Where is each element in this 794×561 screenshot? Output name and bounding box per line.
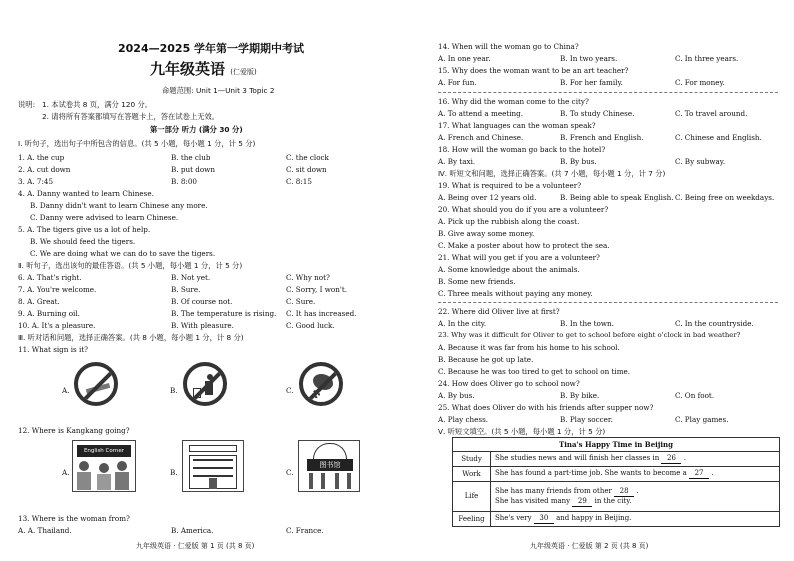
q13-b: B. America. [171,526,214,535]
q5-b: B. We should feed the tigers. [30,237,136,246]
no-littering-sign-icon [183,362,227,406]
q25-question: 25. What does Oliver do with his friends after supper now? [438,403,654,412]
q3-a: 3. A. 7:45 [18,177,54,186]
q21-question: 21. What will you get if you are a volunteer? [438,253,600,262]
q7-b: B. Sure. [171,285,201,294]
q20-c: C. Make a poster about how to protect the sea. [438,241,610,250]
q14-question: 14. When will the woman go to China? [438,42,579,51]
fill-in-table [452,437,780,527]
no-smoking-sign-icon [74,362,118,406]
q11-question: 11. What sign is it? [18,345,89,354]
q2-b: B. put down [171,165,215,174]
q16-b: B. To study Chinese. [560,109,635,118]
q19-a: A. Being over 12 years old. [438,193,537,202]
q21-b: B. Some new friends. [438,277,516,286]
section-2-heading: Ⅱ. 听句子，选出该句的最佳答语。(共 5 小题，每小题 1 分，计 5 分) [18,261,243,270]
q10-c: C. Good luck. [286,321,335,330]
q12-option-a-label: A. [62,468,70,477]
q24-b: B. By bike. [560,391,600,400]
q22-b: B. In the town. [560,319,614,328]
q3-c: C. 8:15 [286,177,312,186]
q10-a: 10. A. It's a pleasure. [18,321,96,330]
q20-b: B. Give away some money. [438,229,535,238]
q22-a: A. In the city. [438,319,487,328]
q18-b: B. By bus. [560,157,597,166]
q20-a: A. Pick up the rubbish along the coast. [438,217,580,226]
q9-b: B. The temperature is rising. [171,309,277,318]
part-one-title: 第一部分 听力 (满分 30 分) [150,125,243,134]
table-row [453,467,780,482]
q20-question: 20. What should you do if you are a volunteer? [438,205,609,214]
bookstore-picture [182,440,244,492]
q10-b: B. With pleasure. [171,321,234,330]
q4-a: 4. A. Danny wanted to learn Chinese. [18,189,154,198]
q23-c: C. Because he was too tired to get to school on time. [438,367,631,376]
table-row [453,452,780,467]
q12-option-b-label: B. [170,468,178,477]
q19-c: C. Being free on weekdays. [675,193,775,202]
no-picking-flowers-sign-icon [299,362,343,406]
q7-c: C. Sorry, I won't. [286,285,347,294]
q7-a: 7. A. You're welcome. [18,285,97,294]
q21-a: A. Some knowledge about the animals. [438,265,580,274]
q4-c: C. Danny were advised to learn Chinese. [30,213,179,222]
feeling-label: Feeling [453,512,491,527]
library-picture: 图书馆 [298,440,360,492]
q24-c: C. On foot. [675,391,715,400]
q6-b: B. Not yet. [171,273,211,282]
q11-option-c-label: C. [286,386,294,395]
q17-question: 17. What languages can the woman speak? [438,121,596,130]
q13-question: 13. Where is the woman from? [18,514,130,523]
q6-c: C. Why not? [286,273,330,282]
note-2: 2. 请将所有答案都填写在答题卡上，答在试卷上无效。 [42,112,220,121]
blank-27[interactable]: 27 [689,469,709,479]
q23-question: 23. Why was it difficult for Oliver to get to school before eight o'clock in bad weather? [438,331,741,339]
blank-28[interactable]: 28 [614,487,634,497]
exam-scope: 命题范围: Unit 1—Unit 3 Topic 2 [162,86,275,95]
q4-b: B. Danny didn't want to learn Chinese any more. [30,201,208,210]
q23-b: B. Because he got up late. [438,355,534,364]
q15-a: A. For fun. [438,78,477,87]
q15-c: C. For money. [675,78,725,87]
subject-title: 九年级英语 (仁爱版) [150,60,257,78]
q12-option-c-label: C. [286,468,294,477]
q21-c: C. Three meals without paying any money. [438,289,593,298]
q11-option-b-label: B. [170,386,178,395]
q17-a: A. French and Chinese. [438,133,524,142]
q17-c: C. Chinese and English. [675,133,762,142]
left-page-footer: 九年级英语 · 仁爱版 第 1 页 (共 8 页) [136,542,255,550]
table-row [453,482,780,512]
study-cell: She studies news and will finish her classes in 26 . [491,452,780,467]
section-4-heading: Ⅳ. 听短文和问题，选择正确答案。(共 7 小题，每小题 1 分，计 7 分) [438,169,666,178]
q25-b: B. Play soccer. [560,415,613,424]
life-cell: She has many friends from other 28 . She has visited many 29 in the city. [491,482,780,512]
q18-question: 18. How will the woman go back to the hotel? [438,145,606,154]
blank-29[interactable]: 29 [572,497,592,507]
q3-b: B. 8:00 [171,177,197,186]
q1-c: C. the clock [286,153,329,162]
q19-b: B. Being able to speak English. [560,193,674,202]
q18-a: A. By taxi. [438,157,476,166]
note-1: 1. 本试卷共 8 页，满分 120 分。 [42,100,153,109]
q16-a: A. To attend a meeting. [438,109,524,118]
feeling-cell: She's very 30 and happy in Beijing. [491,512,780,527]
q12-question: 12. Where is Kangkang going? [18,426,130,435]
exam-title: 2024—2025 学年第一学期期中考试 [118,42,305,55]
q11-option-a-label: A. [62,386,70,395]
q5-c: C. We are doing what we can do to save the tigers. [30,249,216,258]
table-title: Tina's Happy Time in Beijing [453,438,780,452]
divider [438,302,778,303]
q8-a: 8. A. Great. [18,297,60,306]
q15-question: 15. Why does the woman want to be an art teacher? [438,66,629,75]
q14-a: A. In one year. [438,54,491,63]
section-5-heading: Ⅴ. 听短文填空。(共 5 小题，每小题 1 分，计 5 分) [438,427,606,436]
table-row [453,512,780,527]
work-cell: She has found a part-time job. She wants to become a 27 . [491,467,780,482]
q16-question: 16. Why did the woman come to the city? [438,97,589,106]
q22-question: 22. Where did Oliver live at first? [438,307,560,316]
english-corner-picture: English Corner [72,440,136,492]
life-label: Life [453,482,491,512]
q6-a: 6. A. That's right. [18,273,82,282]
right-page-footer: 九年级英语 · 仁爱版 第 2 页 (共 8 页) [530,542,649,550]
q18-c: C. By subway. [675,157,726,166]
section-1-heading: Ⅰ. 听句子，选出句子中所包含的信息。(共 5 小题，每小题 1 分，计 5 分) [18,139,256,148]
q2-a: 2. A. cut down [18,165,71,174]
q22-c: C. In the countryside. [675,319,754,328]
blank-30[interactable]: 30 [534,514,554,524]
q24-a: A. By bus. [438,391,475,400]
q9-c: C. It has increased. [286,309,357,318]
q25-c: C. Play games. [675,415,729,424]
q16-c: C. To travel around. [675,109,748,118]
q9-a: 9. A. Burning oil. [18,309,80,318]
divider [438,92,778,93]
q17-b: B. French and English. [560,133,644,142]
q13-c: C. France. [286,526,324,535]
q23-a: A. Because it was far from his home to his school. [438,343,620,352]
section-3-heading: Ⅲ. 听对话和问题，选择正确答案。(共 8 小题，每小题 1 分，计 8 分) [18,333,244,342]
q19-question: 19. What is required to be a volunteer? [438,181,582,190]
q14-b: B. In two years. [560,54,618,63]
work-label: Work [453,467,491,482]
q24-question: 24. How does Oliver go to school now? [438,379,580,388]
study-label: Study [453,452,491,467]
q15-b: B. For her family. [560,78,623,87]
q13-a: A. A. Thailand. [18,526,72,535]
q2-c: C. sit down [286,165,327,174]
q1-a: 1. A. the cup [18,153,65,162]
q25-a: A. Play chess. [438,415,489,424]
q1-b: B. the club [171,153,211,162]
q8-c: C. Sure. [286,297,316,306]
q5-a: 5. A. The tigers give us a lot of help. [18,225,151,234]
q8-b: B. Of course not. [171,297,233,306]
note-label: 说明: [18,100,36,109]
blank-26[interactable]: 26 [661,454,681,464]
q14-c: C. In three years. [675,54,739,63]
